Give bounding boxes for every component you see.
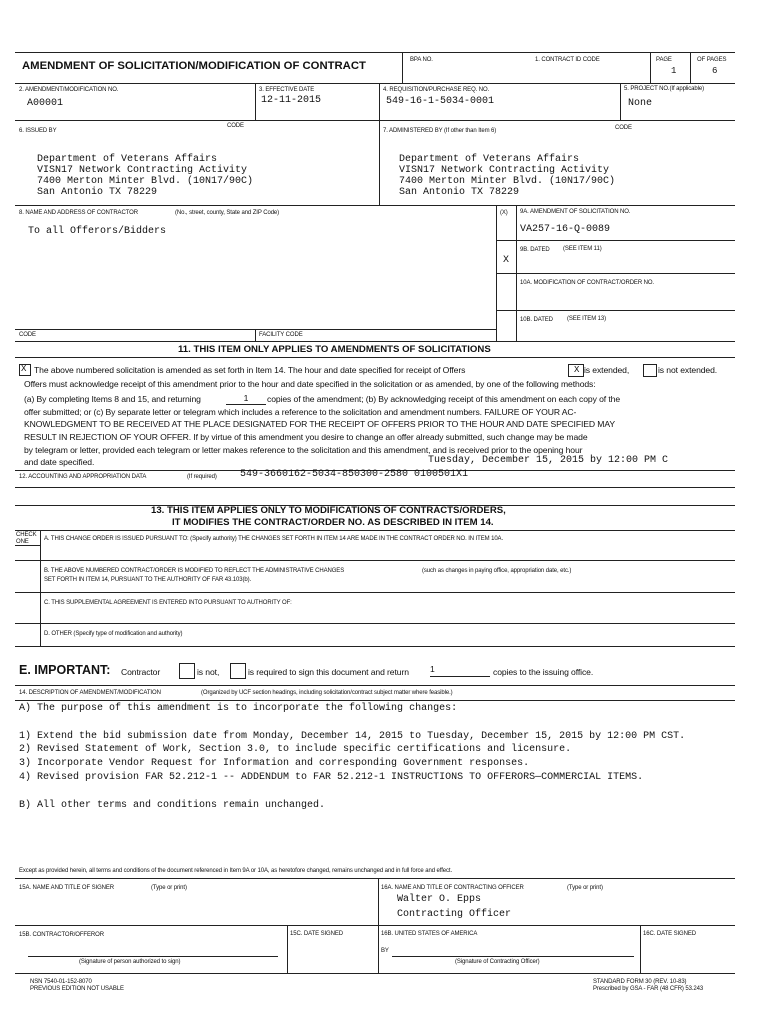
- nsn-number: NSN 7540-01-152-8070: [30, 979, 92, 985]
- description-hint: (Organized by UCF section headings, including solicitation/contract subject matter where feasible.): [201, 690, 453, 696]
- dated-10b-label: 10B. DATED: [520, 317, 553, 323]
- item-11-checkbox[interactable]: [19, 364, 31, 376]
- contractor-label-hint: (No., street, county, State and ZIP Code): [175, 210, 280, 216]
- requisition-label: 4. REQUISITION/PURCHASE REQ. NO.: [383, 87, 490, 93]
- x-column-label: (X): [500, 210, 508, 216]
- address-line: VISN17 Network Contracting Activity: [37, 165, 248, 176]
- dated-9b-hint: (SEE ITEM 11): [563, 246, 602, 252]
- dated-10b-hint: (SEE ITEM 13): [567, 316, 607, 322]
- issued-by-label: 6. ISSUED BY: [19, 128, 57, 134]
- amendment-solicitation-label: 9A. AMENDMENT OF SOLICITATION NO.: [520, 209, 631, 215]
- is-extended-checkbox[interactable]: [568, 364, 584, 377]
- item-13b-hint: (such as changes in paying office, appropriation date, etc.): [422, 568, 572, 574]
- dated-9b-x-mark: X: [503, 255, 510, 266]
- item-11-line-3a: (a) By completing Items 8 and 15, and returning: [24, 394, 201, 404]
- effective-date-value: 12-11-2015: [261, 95, 322, 106]
- page-value: 1: [671, 66, 677, 76]
- dated-9b-label: 9B. DATED: [520, 247, 550, 253]
- item-11-line-2: Offers must acknowledge receipt of this amendment prior to the hour and date specified in the solicitation or as amended, by one of the following methods:: [24, 379, 596, 389]
- address-line: San Antonio TX 78229: [399, 187, 520, 198]
- by-label: BY: [381, 948, 389, 954]
- issued-by-code-label: CODE: [227, 123, 244, 129]
- item-11-line-7: by telegram or letter, provided each telegram or letter makes reference to the solicitation and this amendment, and is received prior to the opening hour: [24, 445, 583, 455]
- item-11-line-5: KNOWLEDGMENT TO BE RECEIVED AT THE PLACE DESIGNATED FOR THE RECEIPT OF OFFERS PRIOR TO THE HOUR AND DATE SPECIFIED MAY: [24, 419, 615, 429]
- copies-suffix-label: copies to the issuing office.: [493, 667, 594, 677]
- signer-label: 15A. NAME AND TITLE OF SIGNER: [19, 885, 115, 891]
- officer-signature-caption: (Signature of Contracting Officer): [455, 959, 540, 965]
- important-label: E. IMPORTANT:: [19, 663, 111, 677]
- contractor-value: To all Offerors/Bidders: [28, 226, 167, 237]
- checkbox-x-mark: X: [574, 365, 580, 375]
- checkbox-x-mark: X: [21, 364, 27, 374]
- amendment-no-label: 2. AMENDMENT/MODIFICATION NO.: [19, 87, 119, 93]
- description-line: 4) Revised provision FAR 52.212-1 -- ADDENDUM to FAR 52.212-1 INSTRUCTIONS TO OFFERORS—COMMERCIAL ITEMS.: [19, 772, 644, 783]
- new-opening-date: Tuesday, December 15, 2015 by 12:00 PM C: [428, 455, 669, 466]
- description-label: 14. DESCRIPTION OF AMENDMENT/MODIFICATION: [19, 690, 161, 696]
- is-required-label: is required to sign this document and return: [248, 667, 409, 677]
- page-label: PAGE: [656, 57, 672, 63]
- administered-by-label: 7. ADMINISTERED BY (If other than Item 6): [383, 128, 497, 134]
- item-13c-text: C. THIS SUPPLEMENTAL AGREEMENT IS ENTERED INTO PURSUANT TO AUTHORITY OF:: [44, 600, 292, 606]
- project-no-label: 5. PROJECT NO.(If applicable): [624, 86, 705, 92]
- form-number: STANDARD FORM 30 (REV. 10-83): [593, 979, 687, 985]
- officer-name: Walter O. Epps: [397, 894, 482, 905]
- not-extended-label: is not extended.: [658, 365, 718, 375]
- item-13b-text-2: SET FORTH IN ITEM 14, PURSUANT TO THE AUTHORITY OF FAR 43.103(b).: [44, 577, 252, 583]
- accounting-label: 12. ACCOUNTING AND APPROPRIATION DATA: [19, 474, 147, 480]
- item-13a-text: A. THIS CHANGE ORDER IS ISSUED PURSUANT TO: (Specify authority) THE CHANGES SET FORTH IN ITEM 14 ARE MADE IN THE CONTRACT ORDER NO. IN ITEM 10A.: [44, 536, 504, 542]
- accounting-hint: (If required): [187, 474, 217, 480]
- amendment-solicitation-value: VA257-16-Q-0089: [520, 224, 611, 235]
- effective-date-label: 3. EFFECTIVE DATE: [259, 87, 315, 93]
- of-pages-value: 6: [712, 66, 718, 76]
- facility-code-label: FACILITY CODE: [259, 332, 303, 338]
- date-signed-15c-label: 15C. DATE SIGNED: [290, 931, 343, 937]
- description-line: A) The purpose of this amendment is to incorporate the following changes:: [19, 703, 458, 714]
- is-not-label: is not,: [197, 667, 220, 677]
- description-line: 3) Incorporate Vendor Request for Information and corresponding Government responses.: [19, 758, 530, 769]
- of-pages-label: OF PAGES: [697, 57, 727, 63]
- is-not-checkbox[interactable]: [179, 663, 195, 679]
- is-required-checkbox[interactable]: [230, 663, 246, 679]
- previous-edition-note: PREVIOUS EDITION NOT USABLE: [30, 986, 124, 992]
- officer-title: Contracting Officer: [397, 909, 512, 920]
- item-11-heading: 11. THIS ITEM ONLY APPLIES TO AMENDMENTS OF SOLICITATIONS: [178, 344, 491, 355]
- contractor-label: 8. NAME AND ADDRESS OF CONTRACTOR: [19, 210, 138, 216]
- contractor-signature-caption: (Signature of person authorized to sign): [79, 959, 181, 965]
- contractor-code-label: CODE: [19, 332, 36, 338]
- usa-label: 16B. UNITED STATES OF AMERICA: [381, 931, 478, 937]
- description-line: 2) Revised Statement of Work, Section 3.0, to include specific certifications and licensure.: [19, 744, 572, 755]
- date-signed-16c-label: 16C. DATE SIGNED: [643, 931, 696, 937]
- item-13b-text-1: B. THE ABOVE NUMBERED CONTRACT/ORDER IS MODIFIED TO REFLECT THE ADMINISTRATIVE CHANGES: [44, 568, 345, 574]
- prescribed-by: Prescribed by GSA - FAR (48 CFR) 53.243: [593, 986, 704, 992]
- item-11-line-1: The above numbered solicitation is amended as set forth in Item 14. The hour and date specified for receipt of Offers: [34, 365, 466, 375]
- check-one-label: CHECK ONE: [16, 532, 37, 545]
- not-extended-checkbox[interactable]: [643, 364, 657, 377]
- description-line: B) All other terms and conditions remain unchanged.: [19, 800, 326, 811]
- administered-by-code-label: CODE: [615, 125, 632, 131]
- item-11-line-3b: copies of the amendment; (b) By acknowledging receipt of this amendment on each copy of the: [267, 394, 621, 404]
- project-no-value: None: [628, 98, 653, 109]
- contract-id-label: 1. CONTRACT ID CODE: [535, 57, 600, 63]
- item-11-line-8: and date specified.: [24, 457, 95, 467]
- item-13-heading-2: IT MODIFIES THE CONTRACT/ORDER NO. AS DESCRIBED IN ITEM 14.: [172, 517, 494, 528]
- mod-contract-label: 10A. MODIFICATION OF CONTRACT/ORDER NO.: [520, 280, 654, 286]
- description-line: 1) Extend the bid submission date from Monday, December 14, 2015 to Tuesday, December 15, 2015 by 12:00 PM CST.: [19, 731, 686, 742]
- address-line: Department of Veterans Affairs: [37, 154, 218, 165]
- signer-hint: (Type or print): [151, 885, 187, 891]
- is-extended-label: is extended,: [584, 365, 630, 375]
- address-line: 7400 Merton Minter Blvd. (10N17/90C): [399, 176, 616, 187]
- item-11-line-6: RESULT IN REJECTION OF YOUR OFFER. If by virtue of this amendment you desire to change an offer already submitted, such change may be made: [24, 432, 588, 442]
- item-11-line-4: offer submitted; or (c) By separate letter or telegram which includes a reference to the solicitation and amendment numbers. FAILURE OF YOUR AC-: [24, 407, 577, 417]
- returned-copies-field[interactable]: 1: [226, 393, 266, 405]
- officer-label: 16A. NAME AND TITLE OF CONTRACTING OFFICER: [381, 885, 524, 891]
- address-line: 7400 Merton Minter Blvd. (10N17/90C): [37, 176, 254, 187]
- address-line: San Antonio TX 78229: [37, 187, 158, 198]
- accounting-value: 549-3660162-5034-850300-2580 0100501X1: [240, 469, 469, 480]
- amendment-no-value: A00001: [27, 98, 64, 109]
- terms-unchanged-note: Except as provided herein, all terms and conditions of the document referenced in Item 9A or 10A, as heretofore changed, remains unchanged and in full force and effect.: [19, 868, 453, 874]
- contractor-offeror-label: 15B. CONTRACTOR/OFFEROR: [19, 932, 104, 938]
- return-copies-field[interactable]: 1: [430, 664, 490, 677]
- item-13-heading-1: 13. THIS ITEM APPLIES ONLY TO MODIFICATIONS OF CONTRACTS/ORDERS,: [151, 505, 506, 516]
- contractor-word: Contractor: [121, 667, 161, 677]
- bpa-no-label: BPA NO.: [410, 57, 433, 63]
- form-title: AMENDMENT OF SOLICITATION/MODIFICATION OF CONTRACT: [22, 60, 366, 72]
- address-line: VISN17 Network Contracting Activity: [399, 165, 610, 176]
- requisition-value: 549-16-1-5034-0001: [386, 96, 495, 107]
- item-13d-text: D. OTHER (Specify type of modification and authority): [44, 631, 183, 637]
- address-line: Department of Veterans Affairs: [399, 154, 580, 165]
- officer-hint: (Type or print): [567, 885, 603, 891]
